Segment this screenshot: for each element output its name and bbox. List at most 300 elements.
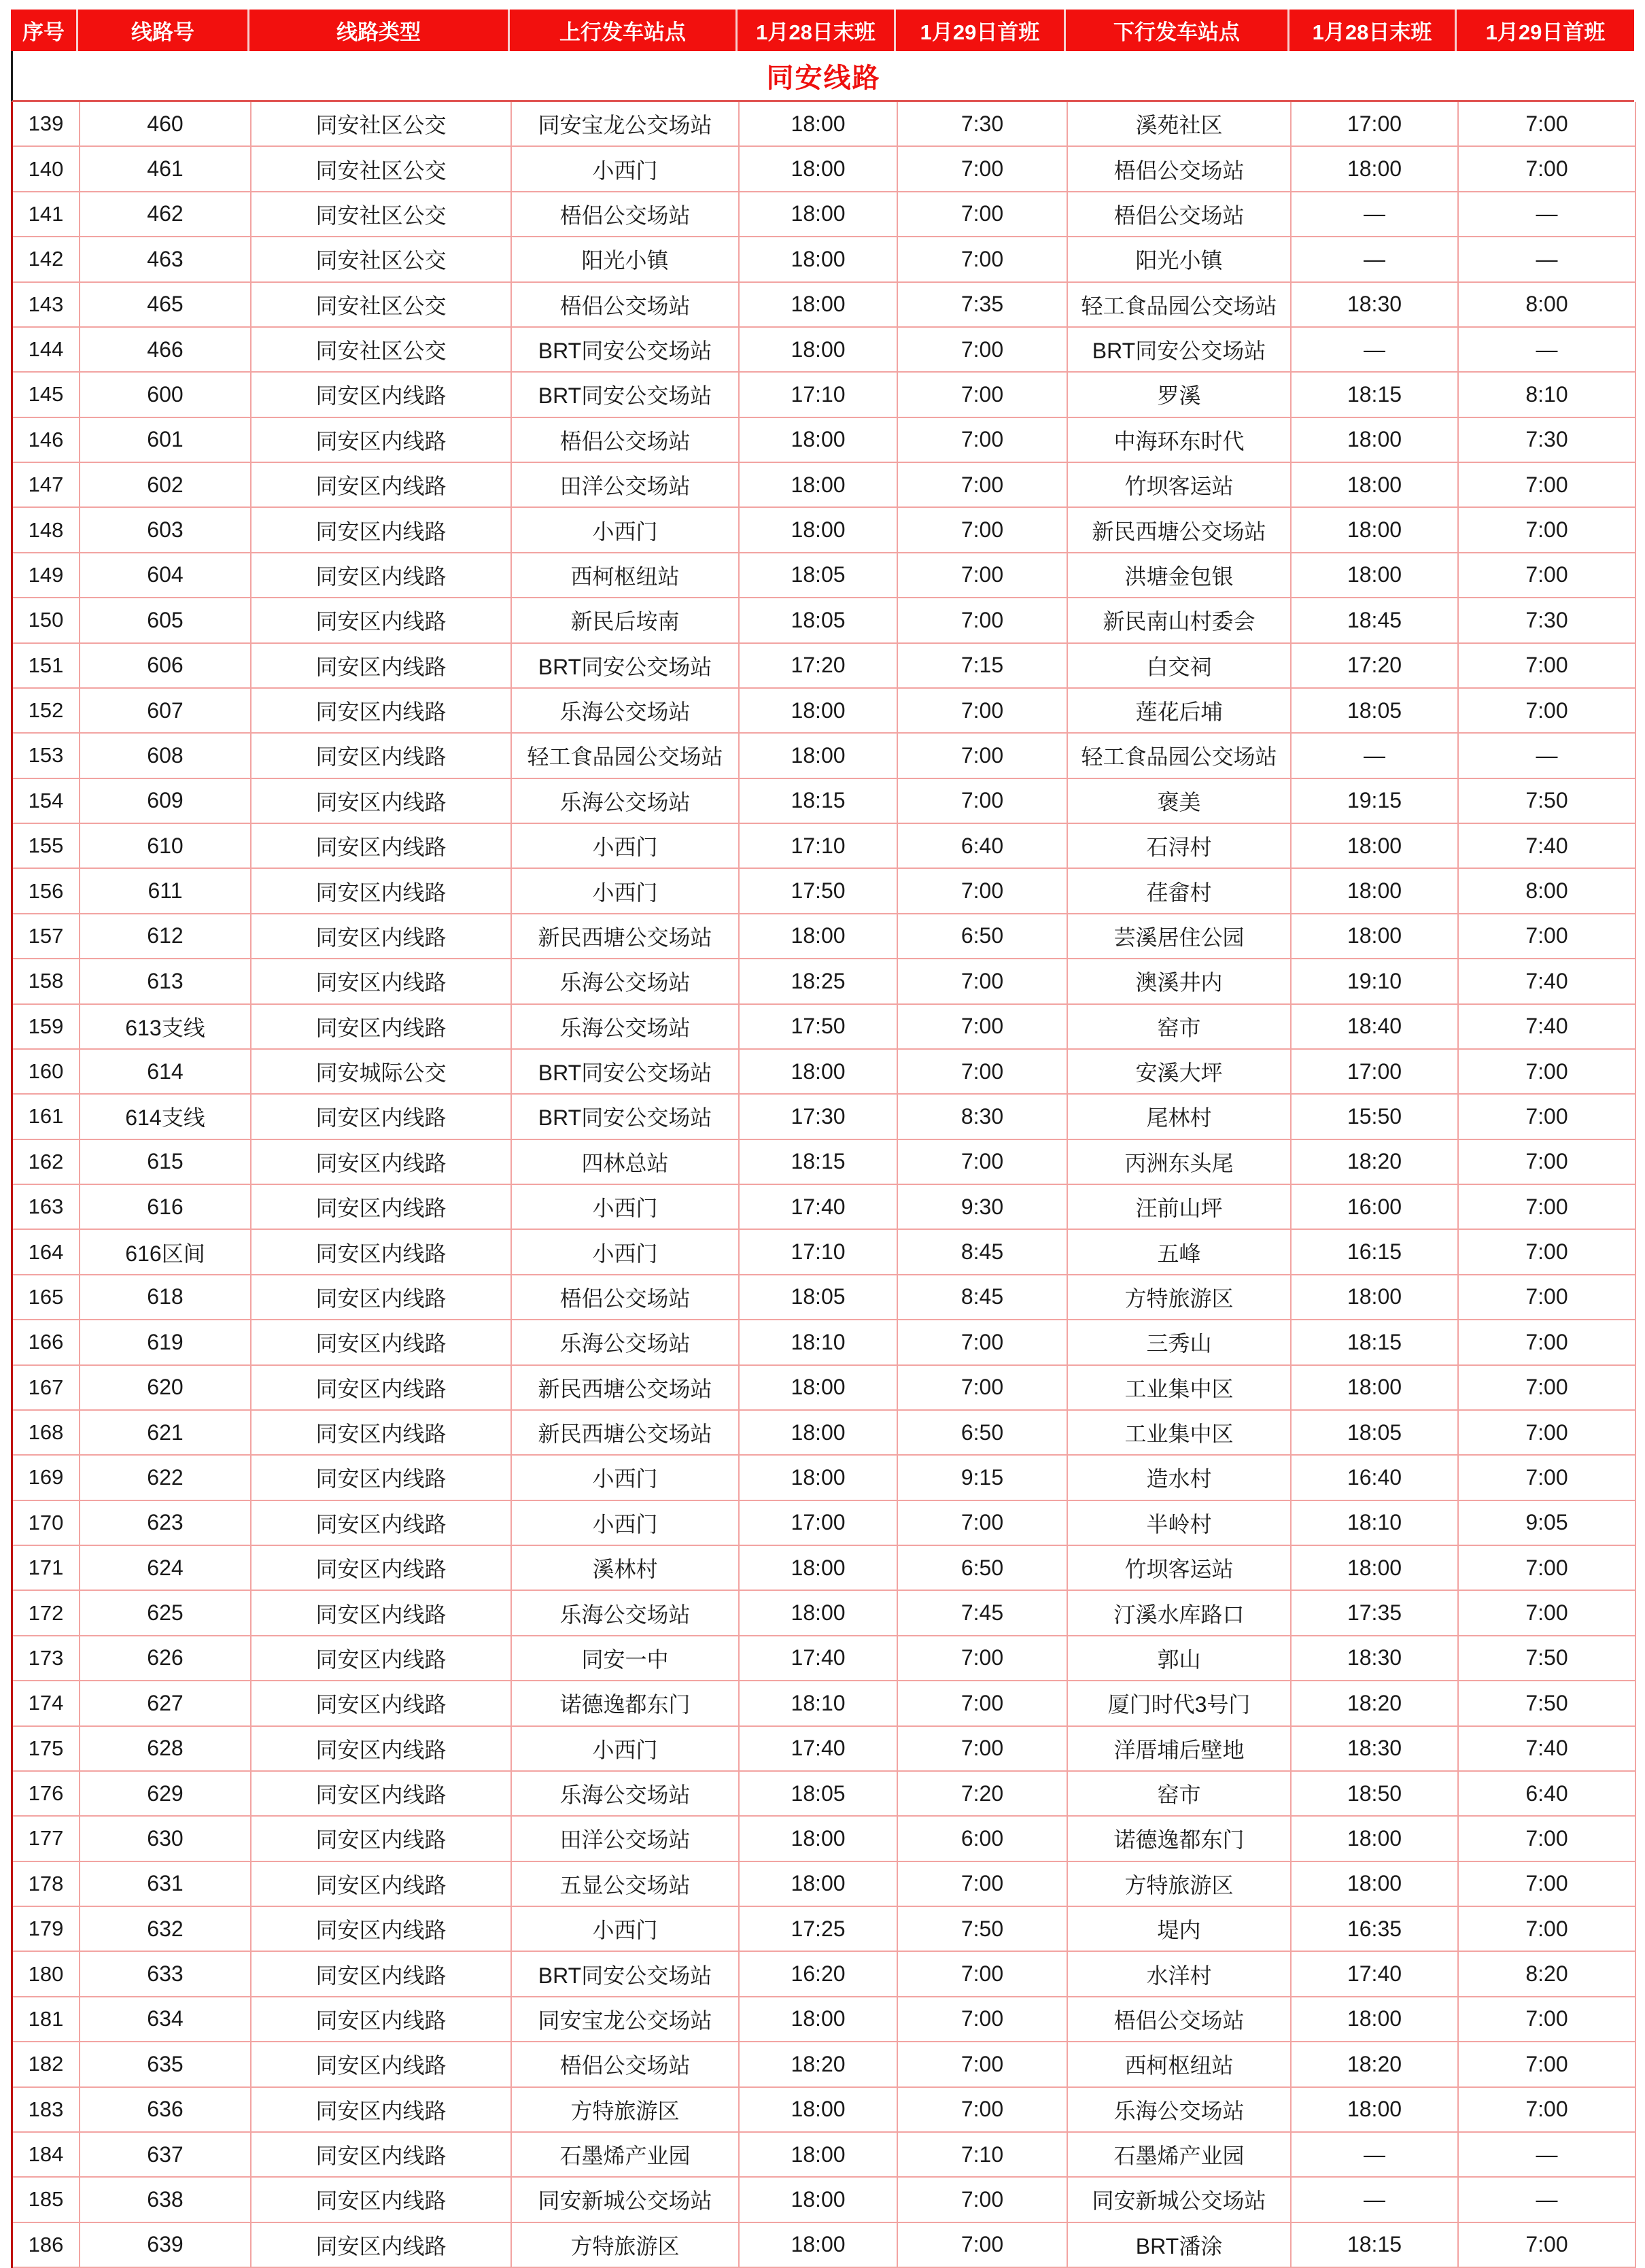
cell-index: 147 (13, 463, 80, 508)
cell-jan29-first-up: 7:00 (898, 1501, 1068, 1546)
cell-line-number: 614 (80, 1050, 252, 1095)
cell-jan29-first-up: 7:00 (898, 463, 1068, 508)
header-cell-jan28-last-down: 1月28日末班 (1289, 10, 1457, 51)
cell-line-number: 606 (80, 644, 252, 689)
cell-jan28-last-up: 17:40 (740, 1185, 898, 1230)
cell-line-number: 607 (80, 689, 252, 734)
cell-line-type: 同安区内线路 (252, 2223, 512, 2268)
cell-up-station: 新民后垵南 (512, 598, 740, 643)
cell-line-number: 618 (80, 1275, 252, 1320)
cell-line-type: 同安区内线路 (252, 1546, 512, 1591)
cell-jan29-first-up: 7:00 (898, 2178, 1068, 2222)
cell-up-station: 新民西塘公交场站 (512, 914, 740, 959)
cell-down-station: 芸溪居住公园 (1068, 914, 1292, 959)
cell-up-station: BRT同安公交场站 (512, 644, 740, 689)
cell-jan28-last-up: 18:00 (740, 237, 898, 282)
cell-index: 141 (13, 192, 80, 237)
cell-jan28-last-down: 18:50 (1292, 1772, 1459, 1817)
cell-line-number: 603 (80, 508, 252, 553)
cell-line-number: 604 (80, 553, 252, 598)
cell-jan28-last-down: 18:30 (1292, 1727, 1459, 1772)
cell-line-type: 同安区内线路 (252, 689, 512, 734)
cell-jan28-last-down: 17:20 (1292, 644, 1459, 689)
cell-jan28-last-up: 17:40 (740, 1727, 898, 1772)
cell-jan28-last-down: 16:35 (1292, 1907, 1459, 1952)
cell-up-station: 乐海公交场站 (512, 1320, 740, 1365)
cell-jan29-first-down: — (1459, 2178, 1636, 2222)
cell-up-station: 石墨烯产业园 (512, 2133, 740, 2178)
cell-jan28-last-down: 17:35 (1292, 1591, 1459, 1636)
cell-jan29-first-up: 7:10 (898, 2133, 1068, 2178)
cell-line-number: 466 (80, 328, 252, 373)
cell-line-type: 同安区内线路 (252, 2133, 512, 2178)
cell-jan28-last-up: 18:00 (740, 734, 898, 778)
cell-line-type: 同安区内线路 (252, 779, 512, 824)
cell-line-number: 608 (80, 734, 252, 778)
cell-jan29-first-down: 7:00 (1459, 1050, 1636, 1095)
cell-line-type: 同安区内线路 (252, 463, 512, 508)
section-row (11, 51, 1634, 102)
cell-up-station: 五显公交场站 (512, 1862, 740, 1907)
table-row (11, 1095, 1634, 1139)
cell-up-station: 乐海公交场站 (512, 959, 740, 1004)
bus-schedule-table (11, 10, 1634, 2268)
cell-line-number: 629 (80, 1772, 252, 1817)
cell-index: 178 (13, 1862, 80, 1907)
table-row (11, 147, 1634, 192)
cell-index: 182 (13, 2042, 80, 2087)
cell-index: 180 (13, 1952, 80, 1997)
cell-index: 159 (13, 1005, 80, 1050)
cell-up-station: 小西门 (512, 824, 740, 869)
cell-jan28-last-down: 18:00 (1292, 463, 1459, 508)
header-cell-jan29-first-up: 1月29日首班 (896, 10, 1066, 51)
cell-jan29-first-up: 7:00 (898, 734, 1068, 778)
cell-up-station: 四林总站 (512, 1140, 740, 1185)
table-row (11, 1140, 1634, 1185)
cell-line-number: 615 (80, 1140, 252, 1185)
cell-index: 148 (13, 508, 80, 553)
table-row (11, 1952, 1634, 1997)
cell-line-type: 同安社区公交 (252, 328, 512, 373)
cell-down-station: 莲花后埔 (1068, 689, 1292, 734)
cell-line-type: 同安区内线路 (252, 644, 512, 689)
cell-jan29-first-down: 7:50 (1459, 1681, 1636, 1726)
header-cell-index: 序号 (11, 10, 78, 51)
cell-jan28-last-down: 18:20 (1292, 1140, 1459, 1185)
table-row (11, 1185, 1634, 1230)
cell-up-station: 小西门 (512, 1501, 740, 1546)
cell-line-type: 同安区内线路 (252, 914, 512, 959)
cell-jan29-first-down: 7:40 (1459, 824, 1636, 869)
cell-jan28-last-up: 17:10 (740, 373, 898, 417)
cell-down-station: BRT潘涂 (1068, 2223, 1292, 2268)
cell-jan28-last-up: 17:20 (740, 644, 898, 689)
cell-up-station: 新民西塘公交场站 (512, 1411, 740, 1456)
cell-jan28-last-up: 18:00 (740, 1411, 898, 1456)
cell-jan28-last-down: 18:00 (1292, 508, 1459, 553)
cell-up-station: 梧侣公交场站 (512, 283, 740, 328)
cell-line-number: 636 (80, 2088, 252, 2133)
cell-down-station: 新民南山村委会 (1068, 598, 1292, 643)
cell-jan29-first-down: 7:00 (1459, 1997, 1636, 2042)
cell-jan29-first-down: 7:00 (1459, 1907, 1636, 1952)
cell-jan29-first-up: 7:00 (898, 1005, 1068, 1050)
cell-index: 140 (13, 147, 80, 192)
cell-line-type: 同安区内线路 (252, 1997, 512, 2042)
table-row (11, 914, 1634, 959)
cell-index: 157 (13, 914, 80, 959)
cell-jan28-last-up: 18:05 (740, 1772, 898, 1817)
cell-jan28-last-up: 18:25 (740, 959, 898, 1004)
cell-jan28-last-up: 18:00 (740, 147, 898, 192)
table-row (11, 824, 1634, 869)
cell-up-station: 诺德逸都东门 (512, 1681, 740, 1726)
cell-jan28-last-up: 18:00 (740, 102, 898, 147)
cell-line-type: 同安区内线路 (252, 959, 512, 1004)
cell-jan28-last-up: 18:00 (740, 418, 898, 463)
cell-down-station: 竹坝客运站 (1068, 463, 1292, 508)
cell-jan29-first-down: 7:00 (1459, 147, 1636, 192)
cell-jan29-first-up: 9:15 (898, 1456, 1068, 1500)
cell-line-number: 627 (80, 1681, 252, 1726)
cell-jan29-first-down: 7:00 (1459, 1275, 1636, 1320)
cell-jan28-last-up: 18:00 (740, 2088, 898, 2133)
cell-line-type: 同安区内线路 (252, 508, 512, 553)
cell-line-number: 638 (80, 2178, 252, 2222)
cell-line-type: 同安区内线路 (252, 869, 512, 914)
cell-line-type: 同安区内线路 (252, 1952, 512, 1997)
cell-down-station: 西柯枢纽站 (1068, 2042, 1292, 2087)
cell-line-type: 同安区内线路 (252, 2178, 512, 2222)
cell-down-station: 洋厝埔后壁地 (1068, 1727, 1292, 1772)
cell-jan28-last-up: 18:00 (740, 1862, 898, 1907)
cell-jan29-first-up: 7:00 (898, 2223, 1068, 2268)
cell-jan28-last-down: 17:40 (1292, 1952, 1459, 1997)
cell-jan29-first-down: 7:00 (1459, 1546, 1636, 1591)
cell-line-number: 633 (80, 1952, 252, 1997)
cell-jan29-first-down: 8:00 (1459, 869, 1636, 914)
cell-line-type: 同安区内线路 (252, 553, 512, 598)
cell-line-number: 625 (80, 1591, 252, 1636)
cell-down-station: 竹坝客运站 (1068, 1546, 1292, 1591)
cell-line-number: 613支线 (80, 1005, 252, 1050)
cell-jan28-last-down: — (1292, 2178, 1459, 2222)
cell-jan29-first-up: 7:00 (898, 1952, 1068, 1997)
cell-up-station: BRT同安公交场站 (512, 328, 740, 373)
cell-jan28-last-down: 19:10 (1292, 959, 1459, 1004)
cell-line-number: 620 (80, 1366, 252, 1411)
cell-jan28-last-up: 18:00 (740, 508, 898, 553)
cell-jan28-last-down: — (1292, 2133, 1459, 2178)
cell-jan28-last-up: 18:00 (740, 328, 898, 373)
cell-down-station: 梧侣公交场站 (1068, 1997, 1292, 2042)
cell-index: 164 (13, 1230, 80, 1275)
table-row (11, 1275, 1634, 1320)
cell-line-type: 同安区内线路 (252, 1681, 512, 1726)
table-row (11, 2223, 1634, 2268)
cell-down-station: 安溪大坪 (1068, 1050, 1292, 1095)
cell-jan29-first-up: 6:50 (898, 1546, 1068, 1591)
cell-jan28-last-up: 18:00 (740, 914, 898, 959)
cell-jan29-first-down: 7:40 (1459, 1727, 1636, 1772)
cell-line-number: 602 (80, 463, 252, 508)
cell-line-number: 460 (80, 102, 252, 147)
table-row (11, 1817, 1634, 1861)
cell-index: 145 (13, 373, 80, 417)
cell-down-station: 同安新城公交场站 (1068, 2178, 1292, 2222)
cell-jan29-first-up: 7:00 (898, 508, 1068, 553)
cell-jan29-first-down: — (1459, 237, 1636, 282)
cell-down-station: 梧侣公交场站 (1068, 192, 1292, 237)
cell-line-type: 同安区内线路 (252, 1456, 512, 1500)
cell-line-number: 630 (80, 1817, 252, 1861)
cell-index: 179 (13, 1907, 80, 1952)
cell-line-type: 同安区内线路 (252, 598, 512, 643)
cell-jan28-last-down: 18:00 (1292, 1997, 1459, 2042)
cell-jan29-first-up: 7:00 (898, 192, 1068, 237)
cell-index: 166 (13, 1320, 80, 1365)
cell-line-number: 610 (80, 824, 252, 869)
cell-down-station: 五峰 (1068, 1230, 1292, 1275)
cell-jan29-first-up: 6:50 (898, 914, 1068, 959)
cell-index: 139 (13, 102, 80, 147)
cell-down-station: 工业集中区 (1068, 1411, 1292, 1456)
cell-jan28-last-down: 18:05 (1292, 689, 1459, 734)
cell-jan28-last-down: 18:00 (1292, 1275, 1459, 1320)
cell-line-type: 同安区内线路 (252, 1095, 512, 1139)
cell-jan29-first-up: 7:00 (898, 2042, 1068, 2087)
header-cell-down-station: 下行发车站点 (1066, 10, 1289, 51)
cell-up-station: 小西门 (512, 1727, 740, 1772)
cell-index: 176 (13, 1772, 80, 1817)
cell-line-type: 同安区内线路 (252, 1727, 512, 1772)
table-header-row (11, 10, 1634, 51)
cell-line-type: 同安区内线路 (252, 1636, 512, 1681)
cell-up-station: 梧侣公交场站 (512, 418, 740, 463)
cell-jan28-last-down: 18:15 (1292, 1320, 1459, 1365)
cell-line-number: 639 (80, 2223, 252, 2268)
cell-jan28-last-up: 18:00 (740, 1997, 898, 2042)
cell-up-station: 轻工食品园公交场站 (512, 734, 740, 778)
cell-down-station: BRT同安公交场站 (1068, 328, 1292, 373)
table-row (11, 463, 1634, 508)
cell-index: 152 (13, 689, 80, 734)
cell-jan29-first-up: 8:45 (898, 1275, 1068, 1320)
cell-up-station: 新民西塘公交场站 (512, 1366, 740, 1411)
cell-jan28-last-up: 17:50 (740, 1005, 898, 1050)
cell-jan28-last-down: 18:00 (1292, 1817, 1459, 1861)
cell-up-station: 田洋公交场站 (512, 1817, 740, 1861)
cell-jan28-last-up: 18:05 (740, 598, 898, 643)
cell-index: 168 (13, 1411, 80, 1456)
cell-jan28-last-down: — (1292, 192, 1459, 237)
cell-line-number: 631 (80, 1862, 252, 1907)
cell-line-number: 614支线 (80, 1095, 252, 1139)
cell-jan29-first-down: 9:05 (1459, 1501, 1636, 1546)
cell-line-number: 600 (80, 373, 252, 417)
cell-jan28-last-down: 18:00 (1292, 553, 1459, 598)
cell-jan29-first-up: 8:45 (898, 1230, 1068, 1275)
cell-jan28-last-down: 18:00 (1292, 914, 1459, 959)
cell-jan28-last-up: 17:10 (740, 824, 898, 869)
cell-jan28-last-up: 18:00 (740, 1591, 898, 1636)
table-row (11, 102, 1634, 147)
cell-down-station: 汪前山坪 (1068, 1185, 1292, 1230)
cell-jan28-last-up: 18:00 (740, 1050, 898, 1095)
cell-index: 150 (13, 598, 80, 643)
cell-down-station: 溪苑社区 (1068, 102, 1292, 147)
cell-down-station: 窑市 (1068, 1005, 1292, 1050)
table-row (11, 1230, 1634, 1275)
table-row (11, 328, 1634, 373)
table-row (11, 418, 1634, 463)
cell-jan29-first-up: 7:00 (898, 1636, 1068, 1681)
cell-index: 149 (13, 553, 80, 598)
cell-index: 184 (13, 2133, 80, 2178)
cell-jan28-last-down: 18:00 (1292, 1546, 1459, 1591)
cell-up-station: 小西门 (512, 508, 740, 553)
cell-jan28-last-down: 18:00 (1292, 1366, 1459, 1411)
cell-jan28-last-up: 17:50 (740, 869, 898, 914)
cell-index: 173 (13, 1636, 80, 1681)
cell-up-station: 梧侣公交场站 (512, 2042, 740, 2087)
cell-jan29-first-up: 7:00 (898, 869, 1068, 914)
cell-down-station: 荏畲村 (1068, 869, 1292, 914)
cell-jan28-last-up: 17:25 (740, 1907, 898, 1952)
cell-jan29-first-down: 7:00 (1459, 1230, 1636, 1275)
table-row (11, 283, 1634, 328)
cell-index: 163 (13, 1185, 80, 1230)
cell-up-station: 小西门 (512, 1230, 740, 1275)
table-row (11, 779, 1634, 824)
cell-down-station: 诺德逸都东门 (1068, 1817, 1292, 1861)
cell-line-type: 同安社区公交 (252, 102, 512, 147)
section-title: 同安线路 (766, 63, 881, 93)
cell-line-type: 同安区内线路 (252, 2088, 512, 2133)
cell-jan28-last-down: 18:00 (1292, 869, 1459, 914)
cell-line-type: 同安区内线路 (252, 1411, 512, 1456)
cell-down-station: 三秀山 (1068, 1320, 1292, 1365)
cell-line-type: 同安区内线路 (252, 1817, 512, 1861)
cell-jan29-first-down: 7:50 (1459, 1636, 1636, 1681)
table-row (11, 598, 1634, 643)
cell-jan29-first-up: 7:00 (898, 959, 1068, 1004)
table-row (11, 689, 1634, 734)
cell-jan28-last-down: 18:15 (1292, 2223, 1459, 2268)
cell-line-type: 同安区内线路 (252, 1862, 512, 1907)
cell-jan29-first-up: 6:40 (898, 824, 1068, 869)
cell-jan28-last-down: 16:00 (1292, 1185, 1459, 1230)
header-cell-jan29-first-down: 1月29日首班 (1485, 20, 1606, 44)
cell-down-station: 乐海公交场站 (1068, 2088, 1292, 2133)
table-row (11, 1636, 1634, 1681)
cell-jan28-last-down: 18:05 (1292, 1411, 1459, 1456)
cell-jan29-first-down: 7:00 (1459, 1591, 1636, 1636)
cell-line-type: 同安区内线路 (252, 418, 512, 463)
cell-jan29-first-down: 7:00 (1459, 2042, 1636, 2087)
cell-index: 169 (13, 1456, 80, 1500)
cell-jan29-first-up: 7:00 (898, 418, 1068, 463)
table-row (11, 1456, 1634, 1500)
cell-jan29-first-up: 7:00 (898, 147, 1068, 192)
cell-down-station: 半岭村 (1068, 1501, 1292, 1546)
cell-up-station: 溪林村 (512, 1546, 740, 1591)
cell-jan29-first-up: 7:35 (898, 283, 1068, 328)
cell-line-type: 同安城际公交 (252, 1050, 512, 1095)
cell-jan28-last-down: 19:15 (1292, 779, 1459, 824)
cell-jan29-first-up: 7:00 (898, 1320, 1068, 1365)
cell-up-station: BRT同安公交场站 (512, 1050, 740, 1095)
cell-down-station: 轻工食品园公交场站 (1068, 734, 1292, 778)
cell-jan29-first-up: 7:00 (898, 328, 1068, 373)
cell-line-number: 632 (80, 1907, 252, 1952)
cell-jan29-first-up: 7:00 (898, 2088, 1068, 2133)
table-body (11, 102, 1634, 2268)
cell-line-type: 同安区内线路 (252, 1230, 512, 1275)
cell-jan29-first-up: 7:00 (898, 1140, 1068, 1185)
cell-line-number: 461 (80, 147, 252, 192)
cell-jan29-first-down: 7:00 (1459, 508, 1636, 553)
cell-jan29-first-down: 7:00 (1459, 1366, 1636, 1411)
table-row (11, 734, 1634, 778)
cell-jan28-last-up: 18:05 (740, 553, 898, 598)
cell-jan29-first-down: 8:10 (1459, 373, 1636, 417)
cell-line-number: 634 (80, 1997, 252, 2042)
cell-up-station: 同安宝龙公交场站 (512, 1997, 740, 2042)
cell-index: 160 (13, 1050, 80, 1095)
header-cell-line-type: 线路类型 (249, 10, 510, 51)
cell-jan28-last-up: 18:00 (740, 1366, 898, 1411)
cell-index: 146 (13, 418, 80, 463)
cell-jan29-first-up: 7:15 (898, 644, 1068, 689)
cell-index: 144 (13, 328, 80, 373)
cell-up-station: 小西门 (512, 1185, 740, 1230)
cell-down-station: 澳溪井内 (1068, 959, 1292, 1004)
cell-jan29-first-down: 7:30 (1459, 418, 1636, 463)
cell-jan29-first-down: 7:40 (1459, 1005, 1636, 1050)
cell-jan29-first-down: 7:00 (1459, 914, 1636, 959)
cell-down-station: 水洋村 (1068, 1952, 1292, 1997)
cell-jan28-last-up: 16:20 (740, 1952, 898, 1997)
header-cell-jan28-last-up: 1月28日末班 (738, 10, 896, 51)
cell-jan29-first-up: 7:00 (898, 1727, 1068, 1772)
table-row (11, 869, 1634, 914)
cell-line-type: 同安区内线路 (252, 373, 512, 417)
cell-jan28-last-up: 18:00 (740, 283, 898, 328)
cell-down-station: 石浔村 (1068, 824, 1292, 869)
cell-down-station: 尾林村 (1068, 1095, 1292, 1139)
cell-jan29-first-up: 7:50 (898, 1907, 1068, 1952)
cell-jan28-last-down: 18:20 (1292, 2042, 1459, 2087)
cell-up-station: 乐海公交场站 (512, 1772, 740, 1817)
cell-jan29-first-up: 7:00 (898, 553, 1068, 598)
cell-line-number: 623 (80, 1501, 252, 1546)
cell-line-number: 601 (80, 418, 252, 463)
cell-line-number: 465 (80, 283, 252, 328)
table-row (11, 237, 1634, 282)
cell-up-station: 阳光小镇 (512, 237, 740, 282)
cell-up-station: 方特旅游区 (512, 2088, 740, 2133)
cell-up-station: 同安宝龙公交场站 (512, 102, 740, 147)
table-row (11, 2088, 1634, 2133)
cell-line-type: 同安区内线路 (252, 1185, 512, 1230)
cell-jan28-last-down: 16:40 (1292, 1456, 1459, 1500)
cell-index: 186 (13, 2223, 80, 2268)
cell-line-number: 628 (80, 1727, 252, 1772)
cell-line-number: 616区间 (80, 1230, 252, 1275)
cell-index: 165 (13, 1275, 80, 1320)
